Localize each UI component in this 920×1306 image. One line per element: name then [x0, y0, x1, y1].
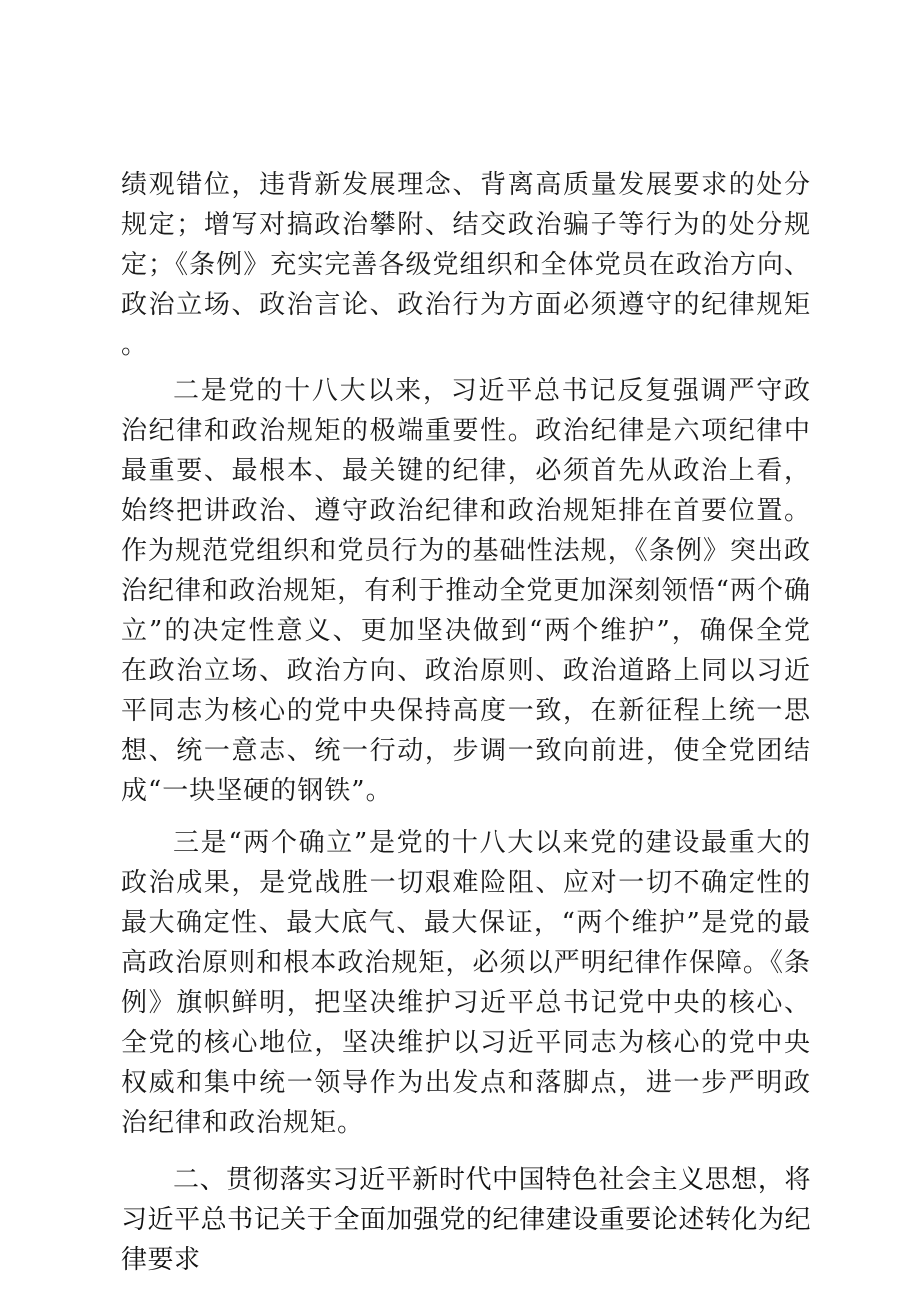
section-heading: 二、贯彻落实习近平新时代中国特色社会主义思想，将习近平总书记关于全面加强党的纪律建设重要论述转化为纪律要求: [121, 1165, 811, 1275]
document-body: [121, 165, 811, 1306]
paragraph-continuation: 绩观错位，违背新发展理念、背离高质量发展要求的处分规定；增写对搞政治攀附、结交政治骗子等行为的处分规定；《条例》充实完善各级党组织和全体党员在政治方向、政治立场、政治言论、政治行为方面必须遵守的纪律规矩。: [121, 170, 811, 360]
paragraph-point-three: 三是“两个确立”是党的十八大以来党的建设最重大的政治成果，是党战胜一切艰难险阻、应对一切不确定性的最大确定性、最大底气、最大保证，“两个维护”是党的最高政治原则和根本政治规矩，必须以严明纪律作保障。《条例》旗帜鲜明，把坚决维护习近平总书记党中央的核心、全党的核心地位，坚决维护以习近平同志为核心的党中央权威和集中统一领导作为出发点和落脚点，进一步严明政治纪律和政治规矩。: [121, 828, 811, 1138]
paragraph-point-two: 二是党的十八大以来，习近平总书记反复强调严守政治纪律和政治规矩的极端重要性。政治纪律是六项纪律中最重要、最根本、最关键的纪律，必须首先从政治上看，始终把讲政治、遵守政治纪律和政治规矩排在首要位置。作为规范党组织和党员行为的基础性法规，《条例》突出政治纪律和政治规矩，有利于推动全党更加深刻领悟“两个确立”的决定性意义、更加坚决做到“两个维护”，确保全党在政治立场、政治方向、政治原则、政治道路上同以习近平同志为核心的党中央保持高度一致，在新征程上统一思想、统一意志、统一行动，步调一致向前进，使全党团结成“一块坚硬的钢铁”。: [121, 376, 811, 806]
